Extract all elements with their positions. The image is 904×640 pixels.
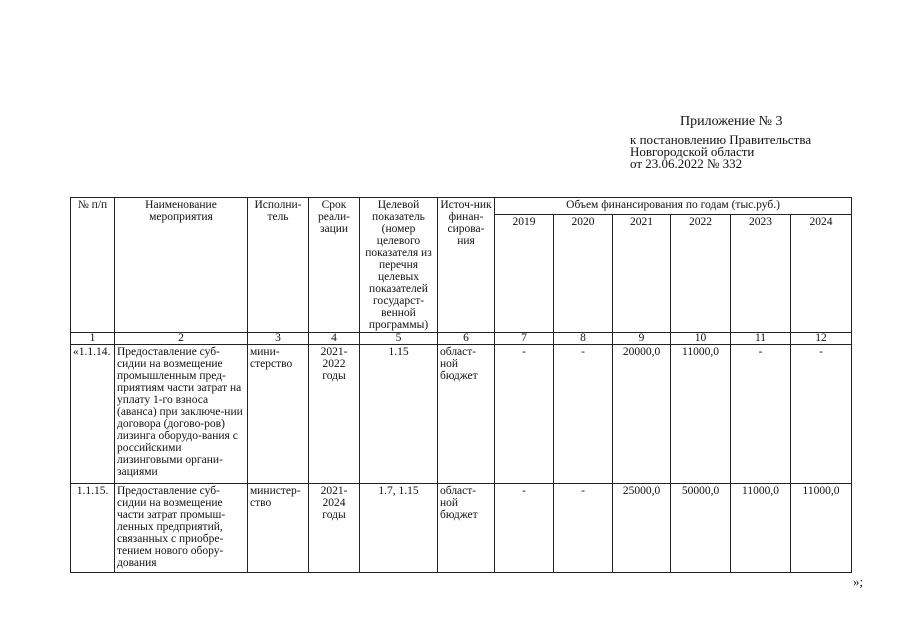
- annex-reference-line-2: Новгородской области: [630, 144, 755, 159]
- header-year: 2023: [731, 215, 791, 333]
- header-source: Источ-ник финан-сирова-ния: [438, 198, 495, 333]
- annex-reference-line-1: к постановлению Правительства: [630, 132, 812, 147]
- table-header-row: [71, 198, 852, 215]
- annex-reference-line-3: от 23.06.2022 № 332: [630, 156, 743, 171]
- header-num: № п/п: [71, 198, 115, 333]
- header-year: 2024: [791, 215, 852, 333]
- row-value-2021: 25000,0: [613, 484, 671, 573]
- column-number: 7: [495, 333, 554, 345]
- row-term: 2021-2022 годы: [309, 345, 360, 484]
- row-source: област-ной бюджет: [438, 345, 495, 484]
- header-indicator: Целевой показатель (номер целевого показателя из перечня целевых показателей государст-венной программы): [360, 198, 438, 333]
- row-number: 1.1.15.: [71, 484, 115, 573]
- funding-table: [70, 197, 852, 573]
- row-name: Предоставление суб-сидии на возмещение промышленным пред-приятиям части затрат на уплату 1-го взноса (аванса) при заключе-нии договора (догово-ров) лизинга оборудо-вания с российскими лизинговыми органи-зациями: [115, 345, 248, 484]
- header-year: 2022: [671, 215, 731, 333]
- row-name: Предоставление суб-сидии на возмещение части затрат промыш-ленных предприятий, связанных с приобре-тением нового обору-дования: [115, 484, 248, 573]
- column-number: 3: [248, 333, 309, 345]
- row-executor: министер-ство: [248, 484, 309, 573]
- row-value-2019: -: [495, 484, 554, 573]
- column-number: 4: [309, 333, 360, 345]
- row-value-2023: -: [731, 345, 791, 484]
- header-executor: Исполни-тель: [248, 198, 309, 333]
- row-value-2023: 11000,0: [731, 484, 791, 573]
- column-number: 6: [438, 333, 495, 345]
- annex-title: Приложение № 3: [680, 114, 783, 129]
- row-executor: мини-стерство: [248, 345, 309, 484]
- row-number: «1.1.14.: [71, 345, 115, 484]
- row-indicator: 1.15: [360, 345, 438, 484]
- row-value-2020: -: [554, 345, 613, 484]
- column-number: 10: [671, 333, 731, 345]
- column-number: 8: [554, 333, 613, 345]
- row-value-2020: -: [554, 484, 613, 573]
- column-number: 9: [613, 333, 671, 345]
- closing-quote-mark: »;: [853, 574, 864, 589]
- row-value-2022: 11000,0: [671, 345, 731, 484]
- column-number-row: [71, 333, 852, 345]
- row-value-2021: 20000,0: [613, 345, 671, 484]
- column-number: 1: [71, 333, 115, 345]
- row-term: 2021-2024 годы: [309, 484, 360, 573]
- row-value-2024: -: [791, 345, 852, 484]
- table-row: [71, 484, 852, 573]
- header-year: 2021: [613, 215, 671, 333]
- header-term: Срок реали-зации: [309, 198, 360, 333]
- column-number: 11: [731, 333, 791, 345]
- column-number: 5: [360, 333, 438, 345]
- header-year: 2020: [554, 215, 613, 333]
- row-value-2019: -: [495, 345, 554, 484]
- header-name: Наименование мероприятия: [115, 198, 248, 333]
- column-number: 2: [115, 333, 248, 345]
- row-source: област-ной бюджет: [438, 484, 495, 573]
- row-indicator: 1.7, 1.15: [360, 484, 438, 573]
- header-year: 2019: [495, 215, 554, 333]
- row-value-2022: 50000,0: [671, 484, 731, 573]
- table-row: [71, 345, 852, 484]
- header-funding: Объем финансирования по годам (тыс.руб.): [495, 198, 852, 215]
- column-number: 12: [791, 333, 852, 345]
- row-value-2024: 11000,0: [791, 484, 852, 573]
